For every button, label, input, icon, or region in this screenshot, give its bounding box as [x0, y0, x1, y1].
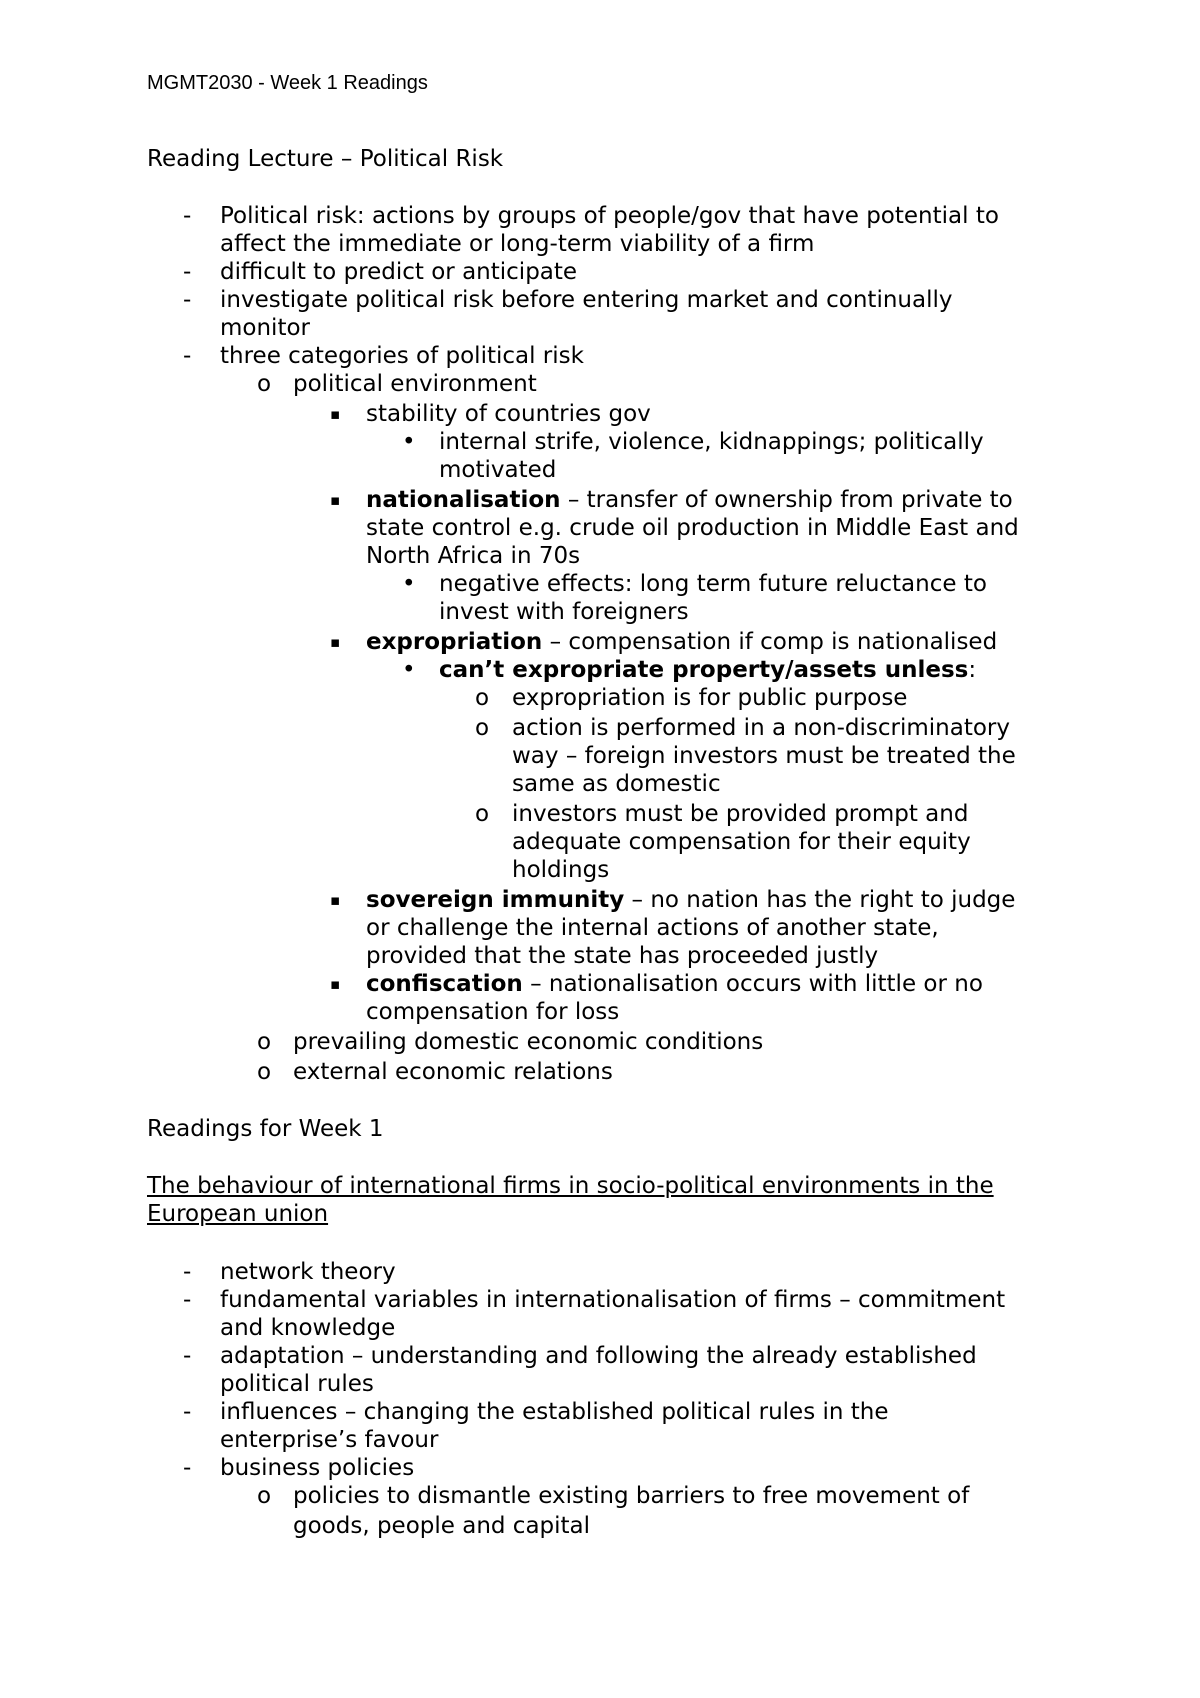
list-item: prevailing domestic economic conditions: [293, 1029, 764, 1055]
circle-marker: o: [257, 371, 272, 397]
list-item-confiscation: confiscation – nationalisation occurs with little or no: [366, 971, 983, 997]
term-nationalisation: nationalisation: [366, 487, 561, 513]
dash-marker: -: [183, 287, 192, 313]
circle-marker: o: [475, 685, 490, 711]
list-item: fundamental variables in internationalisation of firms – commitment: [220, 1287, 1006, 1313]
dash-marker: -: [183, 1399, 192, 1425]
list-item-continuation: holdings: [512, 857, 610, 883]
list-item: three categories of political risk: [220, 343, 584, 369]
list-item: Political risk: actions by groups of people/gov that have potential to: [220, 203, 999, 229]
list-item: investigate political risk before entering market and continually: [220, 287, 953, 313]
list-item-continuation: or challenge the internal actions of another state,: [366, 915, 939, 941]
list-item-continuation: political rules: [220, 1371, 374, 1397]
list-item-continuation: same as domestic: [512, 771, 721, 797]
dash-marker: -: [183, 1343, 192, 1369]
list-item: network theory: [220, 1259, 396, 1285]
list-item-continuation: adequate compensation for their equity: [512, 829, 971, 855]
dash-marker: -: [183, 1455, 192, 1481]
square-bullet-icon: ▪: [330, 633, 341, 651]
term-sovereign-immunity: sovereign immunity: [366, 887, 625, 913]
list-item-continuation: compensation for loss: [366, 999, 620, 1025]
list-item-continuation: monitor: [220, 315, 310, 341]
dash-marker: -: [183, 259, 192, 285]
bullet-icon: •: [402, 571, 416, 597]
list-item-continuation: and knowledge: [220, 1315, 396, 1341]
document-header: MGMT2030 - Week 1 Readings: [147, 72, 428, 94]
circle-marker: o: [257, 1059, 272, 1085]
term-expropriation: expropriation: [366, 629, 543, 655]
list-item-continuation: affect the immediate or long-term viability of a firm: [220, 231, 815, 257]
article-title: The behaviour of international firms in socio-political environments in the: [147, 1173, 994, 1199]
section-heading-political-risk: Reading Lecture – Political Risk: [147, 146, 504, 172]
list-item-continuation: motivated: [439, 457, 557, 483]
list-item-continuation: invest with foreigners: [439, 599, 689, 625]
bullet-icon: •: [402, 429, 416, 455]
list-item-cant-expropriate: can’t expropriate property/assets unless:: [439, 657, 977, 683]
list-item-nationalisation: nationalisation – transfer of ownership from private to: [366, 487, 1013, 513]
dash-marker: -: [183, 343, 192, 369]
bullet-icon: •: [402, 657, 416, 683]
list-item: negative effects: long term future reluctance to: [439, 571, 987, 597]
term-confiscation: confiscation: [366, 971, 523, 997]
list-item-continuation: North Africa in 70s: [366, 543, 581, 569]
square-bullet-icon: ▪: [330, 891, 341, 909]
dash-marker: -: [183, 203, 192, 229]
list-item: external economic relations: [293, 1059, 613, 1085]
list-item: adaptation – understanding and following the already established: [220, 1343, 977, 1369]
list-item-continuation: goods, people and capital: [293, 1513, 591, 1539]
square-bullet-icon: ▪: [330, 405, 341, 423]
square-bullet-icon: ▪: [330, 491, 341, 509]
term-cant-expropriate: can’t expropriate property/assets unless: [439, 657, 969, 683]
list-item: business policies: [220, 1455, 415, 1481]
list-item-expropriation: expropriation – compensation if comp is nationalised: [366, 629, 998, 655]
circle-marker: o: [475, 801, 490, 827]
list-item: influences – changing the established political rules in the: [220, 1399, 889, 1425]
square-bullet-icon: ▪: [330, 975, 341, 993]
list-item-sovereign-immunity: sovereign immunity – no nation has the right to judge: [366, 887, 1016, 913]
circle-marker: o: [475, 715, 490, 741]
list-item-continuation: enterprise’s favour: [220, 1427, 439, 1453]
dash-marker: -: [183, 1259, 192, 1285]
list-item: expropriation is for public purpose: [512, 685, 908, 711]
list-item-continuation: provided that the state has proceeded justly: [366, 943, 879, 969]
list-item: political environment: [293, 371, 537, 397]
list-item: investors must be provided prompt and: [512, 801, 969, 827]
section-heading-readings: Readings for Week 1: [147, 1116, 384, 1142]
list-item: action is performed in a non-discriminatory: [512, 715, 1010, 741]
list-item: internal strife, violence, kidnappings; politically: [439, 429, 984, 455]
list-item-continuation: way – foreign investors must be treated the: [512, 743, 1016, 769]
list-item: stability of countries gov: [366, 401, 651, 427]
dash-marker: -: [183, 1287, 192, 1313]
circle-marker: o: [257, 1483, 272, 1509]
article-title-continuation: European union: [147, 1201, 329, 1227]
circle-marker: o: [257, 1029, 272, 1055]
list-item-continuation: state control e.g. crude oil production in Middle East and: [366, 515, 1019, 541]
list-item: difficult to predict or anticipate: [220, 259, 578, 285]
list-item: policies to dismantle existing barriers to free movement of: [293, 1483, 970, 1509]
